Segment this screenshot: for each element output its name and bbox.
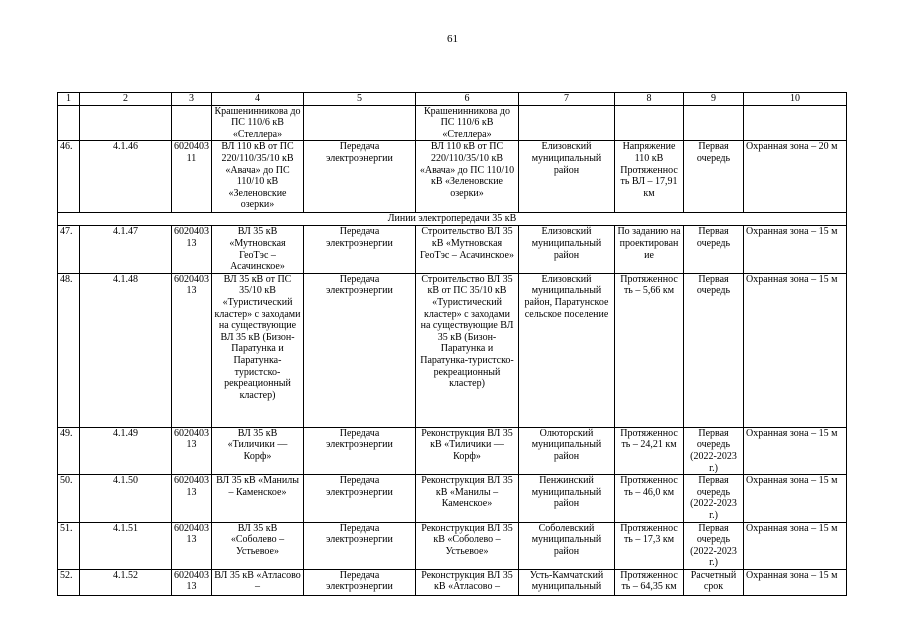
cell-code (80, 105, 172, 141)
column-number-10: 10 (744, 93, 847, 106)
cell-object-name: ВЛ 35 кВ «Мутновская ГеоТэс – Асачинское» (212, 226, 304, 273)
cell-stage: Первая очередь (2022-2023 г.) (684, 475, 744, 522)
cell-code: 4.1.50 (80, 475, 172, 522)
page-number: 61 (447, 33, 458, 45)
cell-characteristics: Протяженнос ть – 46,0 км (615, 475, 684, 522)
cell-purpose: Передача электроэнергии (304, 141, 416, 213)
cell-object-name: ВЛ 35 кВ «Манилы – Каменское» (212, 475, 304, 522)
cell-characteristics (615, 105, 684, 141)
column-number-4: 4 (212, 93, 304, 106)
cell-location: Пенжинский муниципальный район (519, 475, 615, 522)
cell-row-number: 46. (58, 141, 80, 213)
cell-location: Олюторский муниципальный район (519, 427, 615, 474)
cell-stage: Первая очередь (2022-2023 г.) (684, 427, 744, 474)
cell-purpose: Передача электроэнергии (304, 475, 416, 522)
table-row (58, 273, 847, 427)
cell-stage: Расчетный срок (684, 569, 744, 595)
table-row (58, 427, 847, 474)
cell-location: Усть-Камчатский муниципальный (519, 569, 615, 595)
column-number-7: 7 (519, 93, 615, 106)
cell-activity: Реконструкция ВЛ 35 кВ «Соболево – Устьевое» (416, 522, 519, 569)
cell-zone: Охранная зона – 15 м (744, 427, 847, 474)
cell-class-code: 6020403 13 (172, 569, 212, 595)
cell-class-code: 6020403 13 (172, 427, 212, 474)
cell-class-code: 6020403 13 (172, 475, 212, 522)
cell-zone: Охранная зона – 15 м (744, 475, 847, 522)
table-row (58, 141, 847, 213)
cell-row-number: 49. (58, 427, 80, 474)
column-number-2: 2 (80, 93, 172, 106)
cell-class-code: 6020403 13 (172, 522, 212, 569)
cell-zone (744, 105, 847, 141)
cell-stage: Первая очередь (2022-2023 г.) (684, 522, 744, 569)
cell-purpose (304, 105, 416, 141)
cell-row-number: 48. (58, 273, 80, 427)
cell-row-number (58, 105, 80, 141)
section-heading: Линии электропередачи 35 кВ (58, 213, 847, 226)
cell-class-code (172, 105, 212, 141)
cell-purpose: Передача электроэнергии (304, 273, 416, 427)
cell-stage: Первая очередь (684, 273, 744, 427)
cell-object-name: ВЛ 35 кВ «Тиличики — Корф» (212, 427, 304, 474)
table-row (58, 522, 847, 569)
cell-characteristics: По заданию на проектирован ие (615, 226, 684, 273)
section-heading-row (58, 213, 847, 226)
column-number-3: 3 (172, 93, 212, 106)
cell-zone: Охранная зона – 15 м (744, 569, 847, 595)
cell-code: 4.1.47 (80, 226, 172, 273)
cell-class-code: 6020403 13 (172, 226, 212, 273)
cell-activity: Реконструкция ВЛ 35 кВ «Атласово – (416, 569, 519, 595)
table-row (58, 475, 847, 522)
cell-purpose: Передача электроэнергии (304, 427, 416, 474)
cell-purpose: Передача электроэнергии (304, 522, 416, 569)
cell-activity: Крашенинникова до ПС 110/6 кВ «Стеллера» (416, 105, 519, 141)
cell-row-number: 47. (58, 226, 80, 273)
cell-zone: Охранная зона – 15 м (744, 273, 847, 427)
cell-zone: Охранная зона – 15 м (744, 522, 847, 569)
cell-location: Елизовский муниципальный район (519, 226, 615, 273)
cell-class-code: 6020403 13 (172, 273, 212, 427)
column-number-5: 5 (304, 93, 416, 106)
cell-characteristics: Напряжение 110 кВ Протяженнос ть ВЛ – 17,91 км (615, 141, 684, 213)
planning-table (57, 92, 847, 596)
cell-stage: Первая очередь (684, 141, 744, 213)
cell-location: Соболевский муниципальный район (519, 522, 615, 569)
cell-row-number: 50. (58, 475, 80, 522)
cell-stage (684, 105, 744, 141)
cell-purpose: Передача электроэнергии (304, 569, 416, 595)
cell-activity: Строительство ВЛ 35 кВ «Мутновская ГеоТэс – Асачинское» (416, 226, 519, 273)
column-number-6: 6 (416, 93, 519, 106)
cell-location: Елизовский муниципальный район, Паратунское сельское поселение (519, 273, 615, 427)
cell-stage: Первая очередь (684, 226, 744, 273)
column-number-9: 9 (684, 93, 744, 106)
cell-code: 4.1.49 (80, 427, 172, 474)
table-row (58, 226, 847, 273)
cell-zone: Охранная зона – 20 м (744, 141, 847, 213)
cell-location (519, 105, 615, 141)
cell-object-name: ВЛ 35 кВ «Атласово – (212, 569, 304, 595)
cell-purpose: Передача электроэнергии (304, 226, 416, 273)
cell-code: 4.1.46 (80, 141, 172, 213)
cell-zone: Охранная зона – 15 м (744, 226, 847, 273)
cell-row-number: 51. (58, 522, 80, 569)
cell-characteristics: Протяженнос ть – 64,35 км (615, 569, 684, 595)
cell-code: 4.1.51 (80, 522, 172, 569)
cell-object-name: Крашенинникова до ПС 110/6 кВ «Стеллера» (212, 105, 304, 141)
column-number-1: 1 (58, 93, 80, 106)
cell-code: 4.1.48 (80, 273, 172, 427)
table-row (58, 569, 847, 595)
cell-code: 4.1.52 (80, 569, 172, 595)
cell-characteristics: Протяженнос ть – 17,3 км (615, 522, 684, 569)
cell-activity: ВЛ 110 кВ от ПС 220/110/35/10 кВ «Авача» до ПС 110/10 кВ «Зеленовские озерки» (416, 141, 519, 213)
cell-object-name: ВЛ 35 кВ от ПС 35/10 кВ «Туристический кластер» с заходами на существующие ВЛ 35 кВ (Бизон-Паратунка и Паратунка-туристско-рекреационный кластер) (212, 273, 304, 427)
cell-object-name: ВЛ 110 кВ от ПС 220/110/35/10 кВ «Авача» до ПС 110/10 кВ «Зеленовские озерки» (212, 141, 304, 213)
table-header-row (58, 93, 847, 106)
cell-characteristics: Протяженнос ть – 5,66 км (615, 273, 684, 427)
cell-location: Елизовский муниципальный район (519, 141, 615, 213)
table-row (58, 105, 847, 141)
column-number-8: 8 (615, 93, 684, 106)
cell-characteristics: Протяженнос ть – 24,21 км (615, 427, 684, 474)
cell-activity: Строительство ВЛ 35 кВ от ПС 35/10 кВ «Туристический кластер» с заходами на существующие ВЛ 35 кВ (Бизон-Паратунка и Паратунка-туристско-рекреационный кластер) (416, 273, 519, 427)
cell-activity: Реконструкция ВЛ 35 кВ «Манилы – Каменское» (416, 475, 519, 522)
cell-activity: Реконструкция ВЛ 35 кВ «Тиличики — Корф» (416, 427, 519, 474)
cell-object-name: ВЛ 35 кВ «Соболево – Устьевое» (212, 522, 304, 569)
cell-class-code: 6020403 11 (172, 141, 212, 213)
cell-row-number: 52. (58, 569, 80, 595)
